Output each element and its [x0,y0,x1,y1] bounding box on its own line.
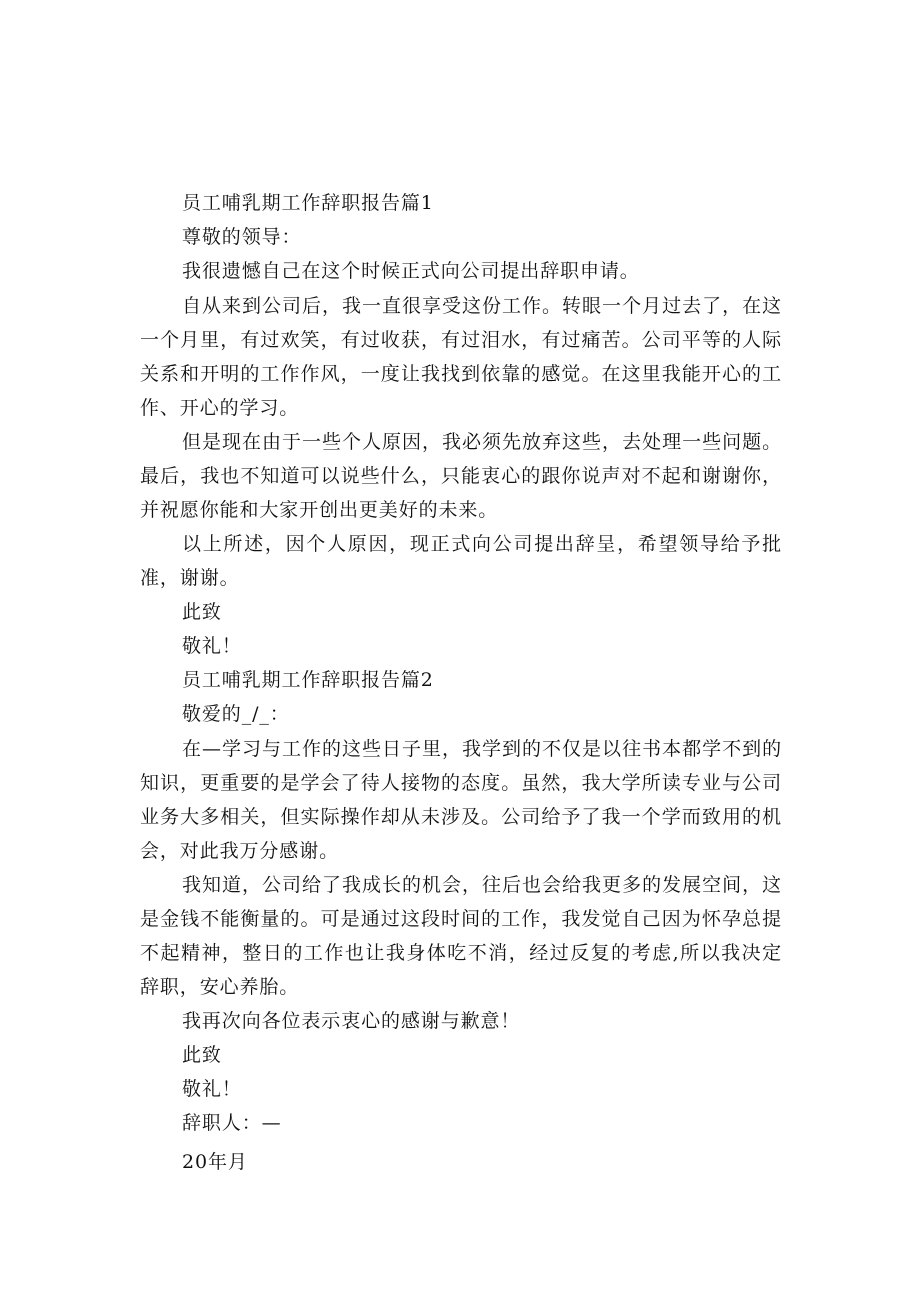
signer-line: 辞职人：— [182,1112,282,1134]
salutation-2: 敬爱的_/_： [182,703,290,725]
date-line: 20年月 [182,1151,248,1173]
paragraph-1: 我很遗憾自己在这个时候正式向公司提出辞职申请。 [182,260,640,282]
paragraph-7: 我再次向各位表示衷心的感谢与歉意！ [182,1010,521,1032]
paragraph-6: 我知道，公司给了我成长的机会，往后也会给我更多的发展空间，这是金钱不能衡量的。可是通过这段时间的工作，我发觉自己因为怀孕总提不起精神，整日的工作也让我身体吃不消，经过反复的考虑,所以我决定辞职，安心养胎。 [140,874,782,998]
closing-1-line-1: 此致 [182,601,222,623]
closing-1-line-2: 敬礼！ [182,635,242,657]
section-title-2: 员工哺乳期工作辞职报告篇2 [182,669,434,691]
paragraph-2: 自从来到公司后，我一直很享受这份工作。转眼一个月过去了，在这一个月里，有过欢笑，有过收获，有过泪水，有过痛苦。公司平等的人际关系和开明的工作作风，一度让我找到依靠的感觉。在这里我能开心的工作、开心的学习。 [140,295,782,419]
closing-2-line-2: 敬礼！ [182,1078,242,1100]
paragraph-4: 以上所述，因个人原因，现正式向公司提出辞呈，希望领导给予批准，谢谢。 [140,533,782,589]
section-title-1: 员工哺乳期工作辞职报告篇1 [182,192,434,214]
paragraph-5: 在—学习与工作的这些日子里，我学到的不仅是以往书本都学不到的知识，更重要的是学会了待人接物的态度。虽然，我大学所读专业与公司业务大多相关，但实际操作却从未涉及。公司给予了我一个学而致用的机会，对此我万分感谢。 [140,738,782,862]
paragraph-3: 但是现在由于一些个人原因，我必须先放弃这些，去处理一些问题。最后，我也不知道可以说些什么，只能衷心的跟你说声对不起和谢谢你，并祝愿你能和大家开创出更美好的未来。 [140,431,782,521]
closing-2-line-1: 此致 [182,1044,222,1066]
salutation-1: 尊敬的领导： [182,226,302,248]
